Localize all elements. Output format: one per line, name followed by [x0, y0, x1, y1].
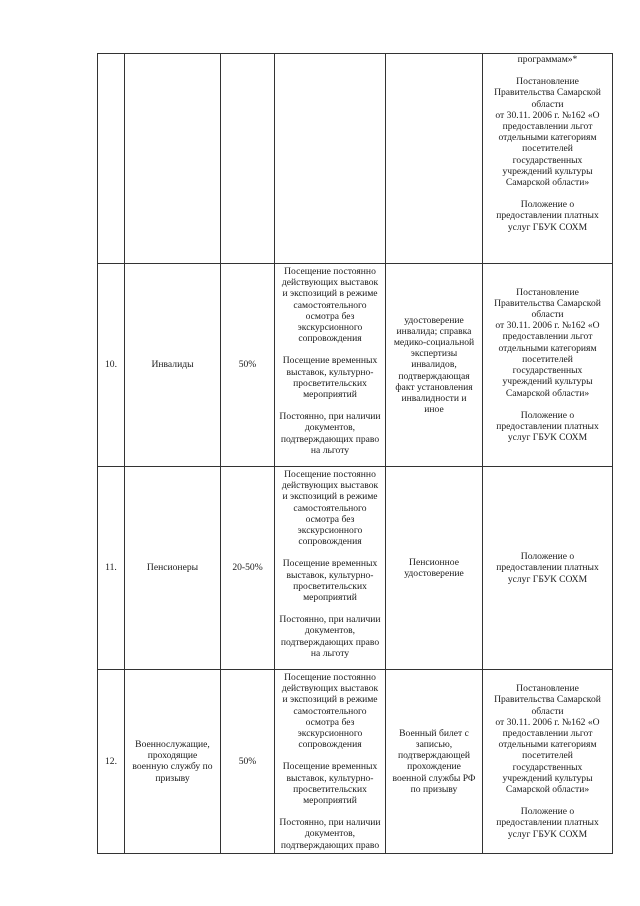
service-text: Посещение временных выставок, культурно- просветительских мероприятий — [282, 558, 378, 604]
row-number-cell: 11. — [98, 467, 125, 670]
basis-text: Постановление Правительства Самарской области от 30.11. 2006 г. №162 «О предоставлении льгот отдельными категориям посетителей государственных учреждений культуры Самарской области» — [494, 76, 601, 189]
row-number-cell — [98, 54, 125, 264]
row-number-cell: 12. — [98, 670, 125, 854]
discount-cell: 20-50% — [221, 467, 275, 670]
discount-cell — [221, 54, 275, 264]
service-text: Посещение постоянно действующих выставок и экспозиций в режиме самостоятельного осмотра без экскурсионного сопровождения — [281, 469, 379, 548]
documents-cell: Пенсионное удостоверение — [386, 467, 483, 670]
table-row — [98, 264, 613, 467]
service-text: Посещение постоянно действующих выставок и экспозиций в режиме самостоятельного осмотра без экскурсионного сопровождения — [281, 266, 379, 345]
basis-text: Положение о предоставлении платных услуг ГБУК СОХМ — [496, 409, 599, 444]
table-row — [98, 670, 613, 854]
discount-cell: 50% — [221, 670, 275, 854]
services-cell — [275, 54, 386, 264]
basis-cell — [483, 264, 613, 467]
basis-text: Постановление Правительства Самарской области от 30.11. 2006 г. №162 «О предоставлении льгот отдельными категориям посетителей государственных учреждений культуры Самарской области» — [494, 286, 601, 399]
service-text: Посещение временных выставок, культурно- просветительских мероприятий — [282, 355, 378, 401]
documents-cell — [386, 54, 483, 264]
documents-cell: удостоверение инвалида; справка медико-социальной экспертизы инвалидов, подтверждающая факт установления инвалидности и иное — [386, 264, 483, 467]
category-cell — [125, 54, 221, 264]
basis-text: Постановление Правительства Самарской области от 30.11. 2006 г. №162 «О предоставлении льгот отдельными категориям посетителей государственных учреждений культуры Самарской области» — [494, 683, 601, 795]
basis-cell — [483, 54, 613, 264]
basis-text: программам»* — [517, 54, 578, 65]
services-cell — [275, 264, 386, 467]
service-text: Постоянно, при наличии документов, подтверждающих право на льготу — [279, 411, 381, 456]
category-cell: Военнослужащие, проходящие военную службу по призыву — [125, 670, 221, 854]
basis-text: Положение о предоставлении платных услуг ГБУК СОХМ — [496, 806, 599, 840]
service-text: Посещение постоянно действующих выставок и экспозиций в режиме самостоятельного осмотра без экскурсионного сопровождения — [281, 672, 379, 751]
basis-text: Положение о предоставлении платных услуг ГБУК СОХМ — [496, 199, 599, 233]
services-cell — [275, 467, 386, 670]
service-text: Постоянно, при наличии документов, подтверждающих право — [279, 817, 381, 851]
category-cell: Инвалиды — [125, 264, 221, 467]
benefits-table — [97, 53, 613, 854]
table-row — [98, 467, 613, 670]
category-cell: Пенсионеры — [125, 467, 221, 670]
services-cell — [275, 670, 386, 854]
discount-cell: 50% — [221, 264, 275, 467]
documents-cell: Военный билет с записью, подтверждающей прохождение военной службы РФ по призыву — [386, 670, 483, 854]
row-number-cell: 10. — [98, 264, 125, 467]
service-text: Постоянно, при наличии документов, подтверждающих право на льготу — [279, 614, 381, 659]
service-text: Посещение временных выставок, культурно- просветительских мероприятий — [282, 761, 378, 807]
basis-cell — [483, 670, 613, 854]
table-row — [98, 54, 613, 264]
basis-cell — [483, 467, 613, 670]
basis-text: Положение о предоставлении платных услуг ГБУК СОХМ — [496, 551, 599, 585]
